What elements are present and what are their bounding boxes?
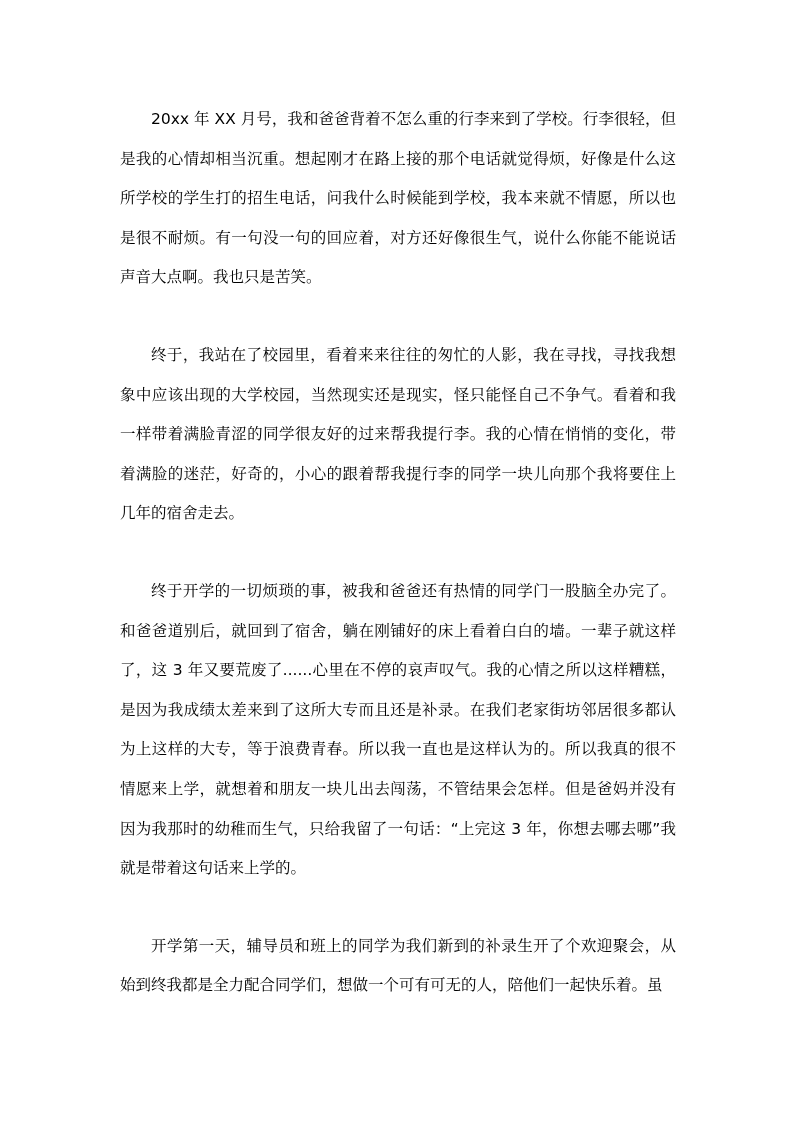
paragraph-4: 开学第一天，辅导员和班上的同学为我们新到的补录生开了个欢迎聚会，从始到终我都是全力配合同学们，想做一个可有可无的人，陪他们一起快乐着。虽	[120, 936, 676, 995]
paragraph-1: 20xx 年 XX 月号，我和爸爸背着不怎么重的行李来到了学校。行李很轻，但是我的心情却相当沉重。想起刚才在路上接的那个电话就觉得烦，好像是什么这所学校的学生打的招生电话，问我什么时候能到学校，我本来就不情愿，所以也是很不耐烦。有一句没一句的回应着，对方还好像很生气，说什么你能不能说话声音大点啊。我也只是苦笑。	[120, 110, 676, 287]
document-body	[120, 100, 676, 1006]
paragraph-2: 终于，我站在了校园里，看着来来往往的匆忙的人影，我在寻找，寻找我想象中应该出现的大学校园，当然现实还是现实，怪只能怪自己不争气。看着和我一样带着满脸青涩的同学很友好的过来帮我提行李。我的心情在悄悄的变化，带着满脸的迷茫，好奇的，小心的跟着帮我提行李的同学一块儿向那个我将要住上几年的宿舍走去。	[120, 345, 676, 523]
paragraph-3: 终于开学的一切烦琐的事，被我和爸爸还有热情的同学门一股脑全办完了。和爸爸道别后，就回到了宿舍，躺在刚铺好的床上看着白白的墙。一辈子就这样了，这 3 年又要荒废了......心里在不停的哀声叹气。我的心情之所以这样糟糕，是因为我成绩太差来到了这所大专而且还是补录。在我们老家街坊邻居很多都认为上这样的大专，等于浪费青春。所以我一直也是这样认为的。所以我真的很不情愿来上学，就想着和朋友一块儿出去闯荡，不管结果会怎样。但是爸妈并没有因为我那时的幼稚而生气，只给我留了一句话：“上完这 3 年，你想去哪去哪”我就是带着这句话来上学的。	[120, 581, 676, 878]
